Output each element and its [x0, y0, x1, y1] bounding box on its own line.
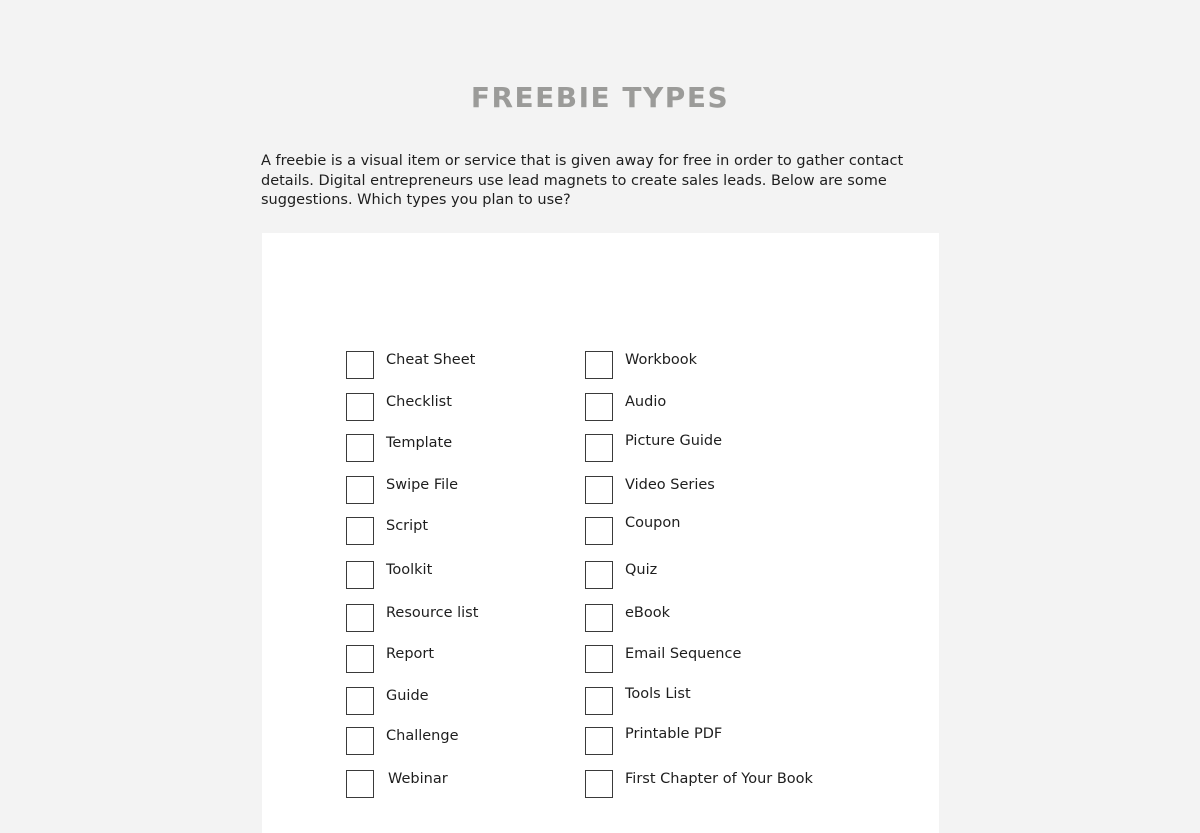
checklist-item-label: Printable PDF: [625, 726, 723, 742]
checklist-item-label: First Chapter of Your Book: [625, 771, 813, 787]
intro-paragraph: A freebie is a visual item or service that is given away for free in order to gather contact details. Digital entrepreneurs use lead magnets to create sales leads. Below are some suggestions. Which types you plan to use?: [261, 153, 904, 208]
checkbox[interactable]: [346, 393, 374, 421]
checklist-item-label: Report: [386, 646, 435, 662]
checklist-item-label: Audio: [625, 394, 667, 410]
checklist-item-label: Script: [386, 518, 429, 534]
checkbox[interactable]: [585, 687, 613, 715]
checkbox[interactable]: [585, 393, 613, 421]
checkbox[interactable]: [346, 645, 374, 673]
checkbox[interactable]: [585, 434, 613, 462]
checklist-item-label: Resource list: [386, 605, 479, 621]
checklist-item-label: Workbook: [625, 352, 698, 368]
checklist-item-label: Template: [386, 435, 453, 451]
checklist-item-label: Email Sequence: [625, 646, 742, 662]
checklist-item-label: Checklist: [386, 394, 452, 410]
checklist-item-label: Picture Guide: [625, 433, 723, 449]
checkbox[interactable]: [585, 604, 613, 632]
checkbox[interactable]: [585, 770, 613, 798]
checkbox[interactable]: [585, 476, 613, 504]
checklist-item-label: Video Series: [625, 477, 715, 493]
checkbox[interactable]: [585, 561, 613, 589]
checklist-item-label: Webinar: [388, 771, 448, 787]
checkbox[interactable]: [585, 351, 613, 379]
checkbox[interactable]: [346, 604, 374, 632]
page-title: FREEBIE TYPES: [470, 81, 730, 114]
checklist-item-label: Guide: [386, 688, 429, 704]
checkbox[interactable]: [346, 561, 374, 589]
checkbox[interactable]: [585, 645, 613, 673]
checkbox[interactable]: [346, 727, 374, 755]
checklist-item-label: Challenge: [386, 728, 459, 744]
checkbox[interactable]: [585, 727, 613, 755]
checklist-item-label: Toolkit: [386, 562, 433, 578]
checklist-item-label: Coupon: [625, 515, 681, 531]
checklist-item-label: eBook: [625, 605, 671, 621]
checkbox[interactable]: [346, 434, 374, 462]
checklist-card: [262, 233, 939, 833]
checkbox[interactable]: [346, 351, 374, 379]
checklist-item-label: Quiz: [625, 562, 658, 578]
checkbox[interactable]: [346, 770, 374, 798]
checkbox[interactable]: [346, 476, 374, 504]
checklist-item-label: Tools List: [625, 686, 691, 702]
checkbox[interactable]: [346, 687, 374, 715]
checkbox[interactable]: [585, 517, 613, 545]
checklist-item-label: Swipe File: [386, 477, 459, 493]
checklist-item-label: Cheat Sheet: [386, 352, 476, 368]
checkbox[interactable]: [346, 517, 374, 545]
